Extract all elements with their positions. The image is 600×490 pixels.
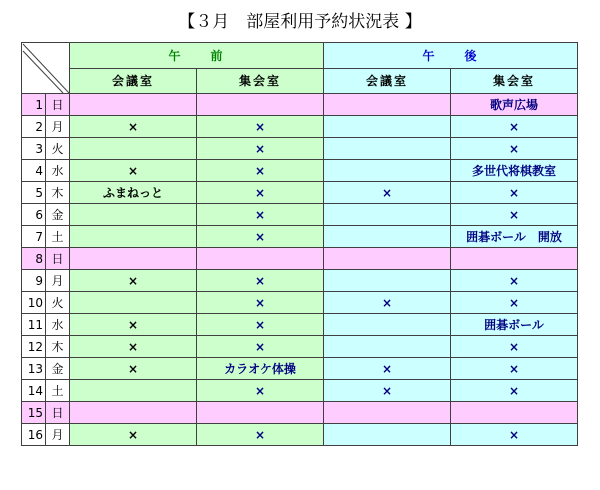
slot-am-assembly: × [197, 204, 324, 226]
slot-am-meeting [70, 380, 197, 402]
weekday: 月 [46, 270, 70, 292]
slot-pm-meeting: × [324, 292, 451, 314]
day-number: 10 [22, 292, 46, 314]
day-number: 4 [22, 160, 46, 182]
slot-am-assembly: × [197, 138, 324, 160]
room-header-pm-assembly: 集会室 [451, 69, 578, 94]
slot-pm-meeting [324, 270, 451, 292]
slot-pm-assembly [451, 402, 578, 424]
day-number: 6 [22, 204, 46, 226]
slot-pm-assembly: 囲碁ボール 開放 [451, 226, 578, 248]
slot-pm-assembly: × [451, 204, 578, 226]
table-row [22, 314, 578, 336]
weekday: 日 [46, 248, 70, 270]
slot-pm-assembly: × [451, 424, 578, 446]
slot-am-meeting [70, 226, 197, 248]
day-number: 15 [22, 402, 46, 424]
table-row [22, 336, 578, 358]
weekday: 水 [46, 160, 70, 182]
room-header-am-meeting: 会議室 [70, 69, 197, 94]
day-number: 11 [22, 314, 46, 336]
slot-am-assembly: × [197, 424, 324, 446]
diagonal-lines [22, 43, 70, 94]
slot-pm-meeting [324, 314, 451, 336]
day-number: 12 [22, 336, 46, 358]
slot-pm-assembly: × [451, 336, 578, 358]
pm-header: 午 後 [324, 43, 578, 69]
slot-pm-meeting: × [324, 182, 451, 204]
weekday: 月 [46, 424, 70, 446]
slot-am-meeting [70, 94, 197, 116]
table-row [22, 116, 578, 138]
slot-pm-assembly [451, 248, 578, 270]
table-row [22, 138, 578, 160]
table-row [22, 94, 578, 116]
slot-pm-assembly: 囲碁ボール [451, 314, 578, 336]
weekday: 土 [46, 380, 70, 402]
day-number: 14 [22, 380, 46, 402]
table-row [22, 292, 578, 314]
slot-am-meeting: × [70, 424, 197, 446]
slot-am-assembly [197, 94, 324, 116]
slot-pm-assembly: 歌声広場 [451, 94, 578, 116]
slot-pm-assembly: 多世代将棋教室 [451, 160, 578, 182]
header-row-period [22, 43, 578, 69]
day-number: 13 [22, 358, 46, 380]
table-row [22, 402, 578, 424]
slot-am-assembly: × [197, 314, 324, 336]
weekday: 日 [46, 94, 70, 116]
slot-pm-meeting [324, 116, 451, 138]
slot-pm-meeting [324, 424, 451, 446]
corner-diagonal-cell [22, 43, 70, 94]
day-number: 7 [22, 226, 46, 248]
slot-am-assembly: × [197, 270, 324, 292]
weekday: 日 [46, 402, 70, 424]
table-row [22, 160, 578, 182]
slot-am-meeting: × [70, 160, 197, 182]
table-row [22, 270, 578, 292]
slot-pm-assembly: × [451, 138, 578, 160]
slot-pm-meeting: × [324, 358, 451, 380]
weekday: 火 [46, 292, 70, 314]
slot-am-assembly: × [197, 336, 324, 358]
slot-pm-meeting [324, 402, 451, 424]
slot-pm-assembly: × [451, 270, 578, 292]
table-row [22, 204, 578, 226]
weekday: 水 [46, 314, 70, 336]
slot-pm-meeting [324, 94, 451, 116]
day-number: 2 [22, 116, 46, 138]
slot-am-meeting [70, 402, 197, 424]
slot-pm-meeting [324, 160, 451, 182]
slot-am-meeting [70, 292, 197, 314]
weekday: 月 [46, 116, 70, 138]
slot-am-assembly: カラオケ体操 [197, 358, 324, 380]
slot-am-meeting: × [70, 336, 197, 358]
slot-am-assembly: × [197, 182, 324, 204]
slot-pm-meeting [324, 248, 451, 270]
slot-am-assembly [197, 248, 324, 270]
table-row [22, 358, 578, 380]
slot-am-meeting: × [70, 358, 197, 380]
slot-am-meeting: × [70, 270, 197, 292]
day-number: 9 [22, 270, 46, 292]
table-row [22, 226, 578, 248]
slot-am-assembly: × [197, 380, 324, 402]
slot-pm-assembly: × [451, 116, 578, 138]
slot-pm-meeting [324, 336, 451, 358]
slot-pm-meeting [324, 226, 451, 248]
weekday: 金 [46, 358, 70, 380]
weekday: 金 [46, 204, 70, 226]
table-row [22, 182, 578, 204]
room-header-pm-meeting: 会議室 [324, 69, 451, 94]
slot-am-meeting: × [70, 314, 197, 336]
slot-pm-meeting [324, 204, 451, 226]
slot-am-meeting: × [70, 116, 197, 138]
weekday: 木 [46, 336, 70, 358]
weekday: 木 [46, 182, 70, 204]
room-header-am-assembly: 集会室 [197, 69, 324, 94]
slot-pm-meeting [324, 138, 451, 160]
day-number: 3 [22, 138, 46, 160]
slot-am-meeting [70, 248, 197, 270]
table-row [22, 380, 578, 402]
table-row [22, 248, 578, 270]
slot-am-assembly: × [197, 226, 324, 248]
slot-am-assembly: × [197, 292, 324, 314]
day-number: 1 [22, 94, 46, 116]
slot-am-meeting [70, 204, 197, 226]
slot-am-meeting [70, 138, 197, 160]
slot-am-assembly: × [197, 116, 324, 138]
slot-pm-assembly: × [451, 358, 578, 380]
slot-pm-assembly: × [451, 292, 578, 314]
slot-am-meeting: ふまねっと [70, 182, 197, 204]
weekday: 火 [46, 138, 70, 160]
slot-pm-assembly: × [451, 380, 578, 402]
reservation-table [21, 42, 578, 446]
slot-pm-meeting: × [324, 380, 451, 402]
slot-am-assembly: × [197, 160, 324, 182]
day-number: 16 [22, 424, 46, 446]
slot-am-assembly [197, 402, 324, 424]
weekday: 土 [46, 226, 70, 248]
page-title: 【３月 部屋利用予約状況表 】 [178, 12, 422, 32]
am-header: 午 前 [70, 43, 324, 69]
day-number: 8 [22, 248, 46, 270]
day-number: 5 [22, 182, 46, 204]
slot-pm-assembly: × [451, 182, 578, 204]
table-row [22, 424, 578, 446]
header-row-rooms [22, 69, 578, 94]
